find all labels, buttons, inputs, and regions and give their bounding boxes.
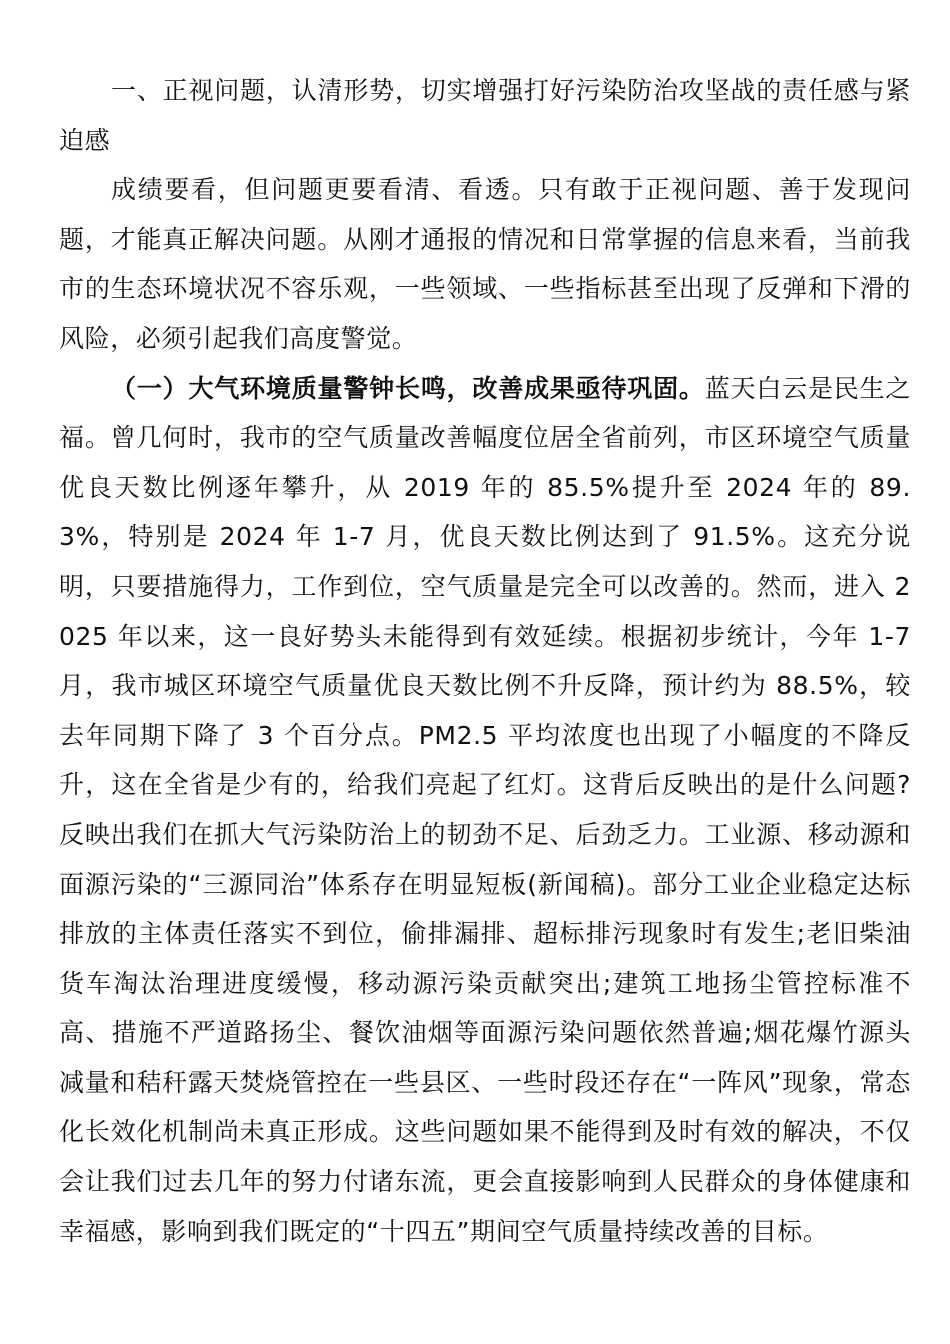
section-1-title: （一）大气环境质量警钟长鸣，改善成果亟待巩固。 — [111, 373, 705, 403]
document-page — [59, 66, 911, 1256]
section-heading: 一、正视问题，认清形势，切实增强打好污染防治攻坚战的责任感与紧迫感 — [59, 76, 911, 155]
section-1-paragraph — [59, 364, 911, 1257]
intro-paragraph: 成绩要看，但问题更要看清、看透。只有敢于正视问题、善于发现问题，才能真正解决问题。从刚才通报的情况和日常掌握的信息来看，当前我市的生态环境状况不容乐观，一些领域、一些指标甚至出现了反弹和下滑的风险，必须引起我们高度警觉。 — [59, 175, 911, 353]
section-1-body: 蓝天白云是民生之福。曾几何时，我市的空气质量改善幅度位居全省前列，市区环境空气质量优良天数比例逐年攀升，从 2019 年的 85.5%提升至 2024 年的 89.3%，特别是 2024 年 1-7 月，优良天数比例达到了 91.5%。这充分说明，只要措施得力，工作到位，空气质量是完全可以改善的。然而，进入 2025 年以来，这一良好势头未能得到有效延续。根据初步统计，今年 1-7 月，我市城区环境空气质量优良天数比例不升反降，预计约为 88.5%，较去年同期下降了 3 个百分点。PM2.5 平均浓度也出现了小幅度的不降反升，这在全省是少有的，给我们亮起了红灯。这背后反映出的是什么问题?反映出我们在抓大气污染防治上的韧劲不足、后劲乏力。工业源、移动源和面源污染的“三源同治”体系存在明显短板(新闻稿)。部分工业企业稳定达标排放的主体责任落实不到位，偷排漏排、超标排污现象时有发生;老旧柴油货车淘汰治理进度缓慢，移动源污染贡献突出;建筑工地扬尘管控标准不高、措施不严道路扬尘、餐饮油烟等面源污染问题依然普遍;烟花爆竹源头减量和秸秆露天焚烧管控在一些县区、一些时段还存在“一阵风”现象，常态化长效化机制尚未真正形成。这些问题如果不能得到及时有效的解决，不仅会让我们过去几年的努力付诸东流，更会直接影响到人民群众的身体健康和幸福感，影响到我们既定的“十四五”期间空气质量持续改善的目标。 — [59, 373, 911, 1246]
